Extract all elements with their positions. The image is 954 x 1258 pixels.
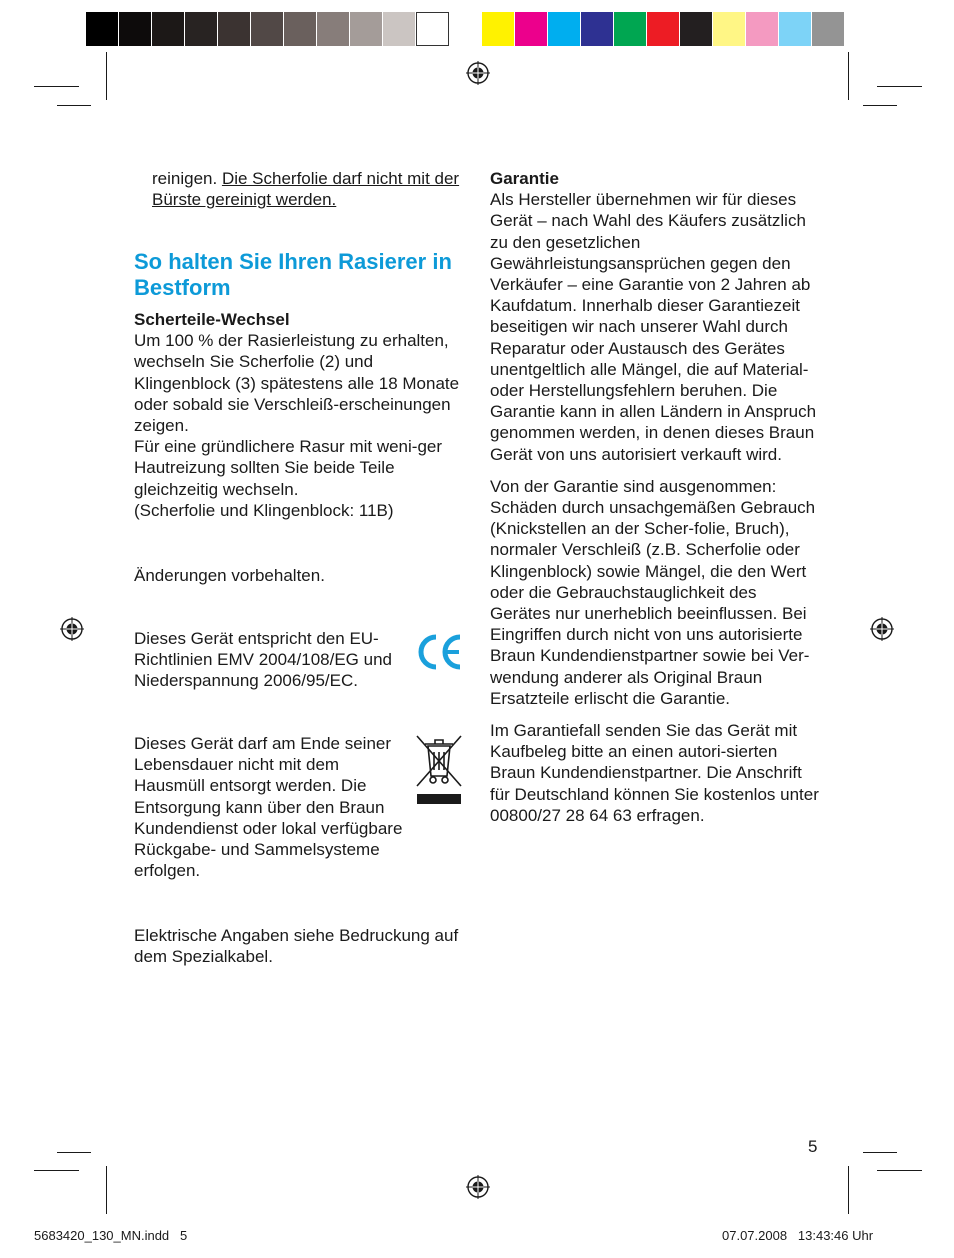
registration-mark-icon <box>466 61 490 85</box>
color-swatch <box>317 12 350 46</box>
color-swatch <box>350 12 383 46</box>
ce-mark-icon <box>414 631 464 673</box>
intro-plain-text: reinigen. <box>152 169 222 188</box>
color-swatch <box>647 12 680 46</box>
crop-mark <box>34 86 79 87</box>
color-swatch <box>152 12 185 46</box>
color-swatch <box>284 12 317 46</box>
warranty-section <box>490 168 820 826</box>
crop-mark <box>106 1166 107 1214</box>
replacement-tip-paragraph: Für eine gründlichere Rasur mit weni-ger Hautreizung sollten Sie beide Teile gleichzeitig wechseln. <box>134 437 443 499</box>
registration-mark-icon <box>60 617 84 641</box>
color-swatch <box>746 12 779 46</box>
color-swatch <box>482 12 515 46</box>
disposal-text: Dieses Gerät darf am Ende seiner Lebensdauer nicht mit dem Hausmüll entsorgt werden. Die Entsorgung kann über den Braun Kundendienst oder lokal verfügbare Rückgabe- und Sammelsysteme erfolgen. <box>134 734 403 881</box>
crop-mark <box>57 105 91 106</box>
color-swatch <box>680 12 713 46</box>
maintenance-section <box>134 249 464 521</box>
warranty-claim-paragraph: Im Garantiefall senden Sie das Gerät mit Kaufbeleg bitte an einen autori-sierten Braun Kundendienstpartner. Die Anschrift für Deutschland können Sie kostenlos unter 00800/27 28 64 63 erfragen. <box>490 721 819 825</box>
crop-mark <box>877 86 922 87</box>
warranty-heading: Garantie <box>490 169 559 188</box>
electrical-info-text: Elektrische Angaben siehe Bedruckung auf dem Spezialkabel. <box>134 926 459 967</box>
crop-mark <box>848 1166 849 1214</box>
part-number-text: (Scherfolie und Klingenblock: 11B) <box>134 500 394 520</box>
registration-mark-icon <box>870 617 894 641</box>
crop-mark <box>863 1152 897 1153</box>
intro-paragraph <box>152 168 464 210</box>
color-swatch <box>185 12 218 46</box>
grayscale-color-bar <box>86 12 449 46</box>
crop-mark <box>34 1170 79 1171</box>
subheading: Scherteile-Wechsel <box>134 310 290 329</box>
color-swatch <box>779 12 812 46</box>
intro-warning-text: Die Scherfolie darf nicht mit der Bürste gereinigt werden. <box>152 169 460 210</box>
color-swatch <box>251 12 284 46</box>
color-swatch <box>119 12 152 46</box>
footer-file-info: 5683420_130_MN.indd 5 <box>34 1228 188 1243</box>
process-color-bar <box>482 12 845 46</box>
crop-mark <box>848 52 849 100</box>
registration-mark-icon <box>466 1175 490 1199</box>
crop-mark <box>106 52 107 100</box>
footer-timestamp: 07.07.2008 13:43:46 Uhr <box>722 1228 874 1243</box>
color-swatch <box>812 12 845 46</box>
changes-notice: Änderungen vorbehalten. <box>134 566 325 585</box>
ce-compliance-text: Dieses Gerät entspricht den EU-Richtlinien EMV 2004/108/EG und Niederspannung 2006/95/EC. <box>134 629 392 691</box>
color-swatch <box>614 12 647 46</box>
replacement-paragraph: Um 100 % der Rasierleistung zu erhalten, wechseln Sie Scherfolie (2) und Klingenblock (3) spätestens alle 18 Monate oder sobald sie Verschleiß-erscheinungen zeigen. <box>134 331 460 436</box>
page-number: 5 <box>808 1137 818 1156</box>
crop-mark <box>57 1152 91 1153</box>
warranty-exclusions-paragraph: Von der Garantie sind ausgenommen: Schäden durch unsachgemäßen Gebrauch (Knickstellen an der Scher-folie, Bruch), normaler Verschleiß (z.B. Scherfolie oder Klingenblock) sowie Mängel, die den Wert oder die Gebrauchstauglichkeit des Gerätes nur unerheblich beeinflussen. Bei Eingriffen durch nicht von uns autorisierte Braun Kundendienstpartner sowie bei Ver-wendung anderer als Original Braun Ersatzteile erlischt die Garantie. <box>490 476 816 708</box>
color-swatch <box>383 12 416 46</box>
crossed-out-wheelie-bin-icon <box>414 734 464 806</box>
color-swatch <box>218 12 251 46</box>
crop-mark <box>877 1170 922 1171</box>
warranty-terms-paragraph: Als Hersteller übernehmen wir für dieses Gerät – nach Wahl des Käufers zusätzlich zu den gesetzlichen Gewährleistungsansprüchen gegen den Verkäufer – eine Garantie von 2 Jahren ab Kaufdatum. Innerhalb dieser Garantiezeit beseitigen wir nach unserer Wahl durch Reparatur oder Austausch des Gerätes unentgeltlich alle Mängel, die auf Material- oder Herstellungsfehlern beruhen. Die Garantie kann in allen Ländern in Anspruch genommen werden, in denen dieses Braun Gerät von uns autorisiert verkauft wird. <box>490 190 817 464</box>
color-swatch <box>515 12 548 46</box>
color-swatch <box>416 12 449 46</box>
color-swatch <box>581 12 614 46</box>
color-swatch <box>86 12 119 46</box>
crop-mark <box>863 105 897 106</box>
color-swatch <box>548 12 581 46</box>
color-swatch <box>713 12 746 46</box>
section-heading: So halten Sie Ihren Rasierer in Bestform <box>134 249 452 300</box>
